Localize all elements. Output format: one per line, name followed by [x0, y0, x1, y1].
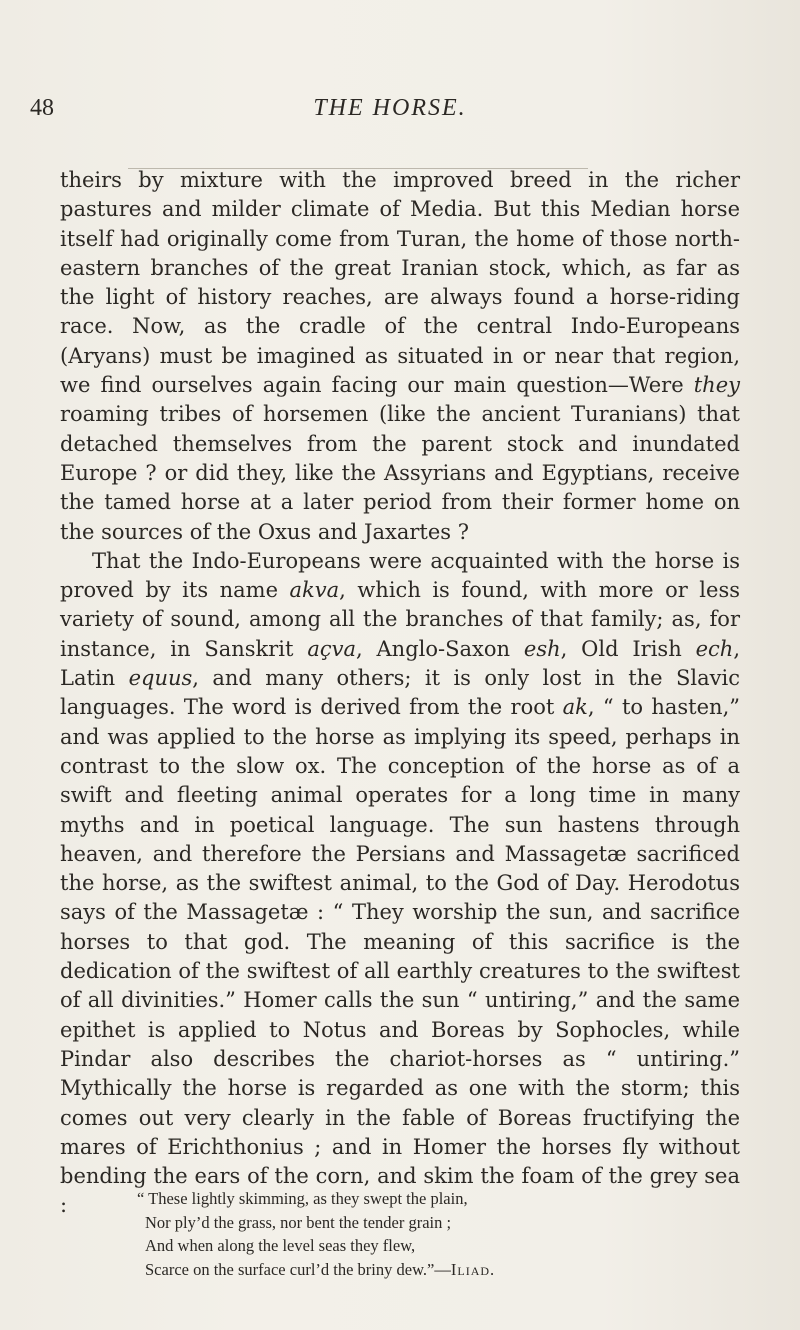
running-title: THE HORSE. [313, 95, 467, 121]
verse-quotation [137, 1187, 765, 1282]
verse-line-4: Scarce on the surface curl’d the briny dew.”—Iliad. [145, 1260, 496, 1280]
word-ak: ak [562, 695, 588, 720]
body-text [60, 166, 740, 1221]
verse-line-3: And when along the level seas they flew, [145, 1236, 416, 1256]
verse-source: Iliad. [450, 1260, 496, 1280]
verse-line-1: “ These lightly skimming, as they swept the plain, [137, 1189, 468, 1208]
word-esh: esh [523, 636, 561, 661]
paragraph-1: theirs by mixture with the improved breed in the richer pastures and milder climate of Media. But this Median horse itself had originally come from Turan, the home of those north-eastern branches of the great Iranian stock, which, as far as the light of history reaches, are always found a horse-riding race. Now, as the cradle of the central Indo-Europeans (Aryans) must be imagined as situated in or near that region, we find ourselves again facing our main question—Were they roaming tribes of horsemen (like the ancient Turanians) that detached themselves from the parent stock and inundated Europe ? or did they, like the Assyrians and Egyptians, receive the tamed horse at a later period from their former home on the sources of the Oxus and Jaxartes ? [60, 168, 740, 544]
word-equus: equus [128, 666, 193, 691]
word-ech: ech [695, 636, 734, 661]
verse-line-2: Nor ply’d the grass, nor bent the tender grain ; [145, 1212, 452, 1232]
word-akva: akva [289, 578, 340, 603]
emphasis-they: they [693, 373, 740, 398]
page-header [30, 95, 750, 135]
page-number: 48 [30, 95, 54, 121]
paragraph-2: That the Indo-Europeans were acquainted with the horse is proved by its name akva, which is found, with more or less variety of sound, among all the branches of that family; as, for instance, in Sanskrit açva, Anglo-Saxon esh, Old Irish ech, Latin equus, and many others; it is only lost in the Slavic languages. The word is derived from the root ak, “ to hasten,” and was applied to the horse as implying its speed, perhaps in contrast to the slow ox. The conception of the horse as of a swift and fleeting animal operates for a long time in many myths and in poetical language. The sun hastens through heaven, and therefore the Persians and Massagetæ sacrificed the horse, as the swiftest animal, to the God of Day. Herodotus says of the Massagetæ : “ They worship the sun, and sacrifice horses to that god. The meaning of this sacrifice is the dedication of the swiftest of all earthly creatures to the swiftest of all divinities.” Homer calls the sun “ untiring,” and the same epithet is applied to Notus and Boreas by Sophocles, while Pindar also describes the chariot-horses as “ untiring.” Mythically the horse is regarded as one with the storm; this comes out very clearly in the fable of Boreas fructifying the mares of Erichthonius ; and in Homer the horses fly without bending the ears of the corn, and skim the foam of the grey sea : [60, 548, 741, 1218]
word-acva: açva [307, 636, 356, 661]
